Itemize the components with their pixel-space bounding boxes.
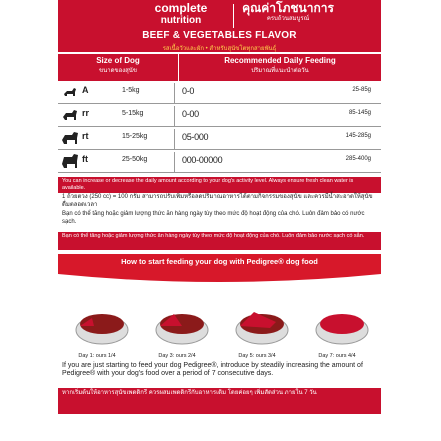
bowl-icon [152, 288, 212, 348]
table-row [58, 83, 381, 104]
banner-curve-decoration [58, 268, 381, 288]
gram-range: 25-85g [352, 87, 371, 93]
table-row [58, 106, 381, 127]
flavor-subtitle: รสเนื้อวัวและผัก • สำหรับสุนัขโตทุกสายพันธุ์ [162, 46, 277, 52]
day-label: Day 5: ours 3/4 [238, 353, 276, 359]
header-divider [233, 4, 234, 28]
gram-range: 85-145g [348, 110, 371, 116]
bowl-icon [72, 288, 132, 348]
bowl-icon [312, 288, 372, 348]
day-label: Day 1: ours 1/4 [78, 353, 116, 359]
gram-range: 145-285g [345, 133, 371, 139]
row-marker: A [82, 85, 89, 95]
thai-nutrition-badge [242, 2, 334, 24]
column-divider [174, 83, 175, 104]
giant-dog-icon [62, 154, 78, 168]
row-divider [58, 126, 381, 127]
badge-line-2: nutrition [160, 15, 202, 26]
cup-amount: 0-0 [182, 86, 195, 96]
feeding-note-thai [58, 194, 381, 226]
gram-range: 285-400g [345, 156, 371, 162]
small-dog-icon [62, 85, 78, 99]
row-marker: ft [82, 154, 88, 164]
transition-bowls [58, 288, 381, 350]
complete-nutrition-badge [132, 2, 230, 26]
cup-amount: 0-00 [182, 109, 199, 119]
transition-instructions-thai: หากเริ่มต้นให้อาหารสุนัขเพดดิกรี ควรผสมเพดดิกรีกับอาหารเดิม โดยค่อยๆ เพิ่มสัดส่วน ภายใน 7 วัน [58, 388, 381, 414]
cup-amount: 000-00000 [182, 155, 223, 165]
row-divider [58, 172, 381, 173]
row-divider [58, 149, 381, 150]
size-header-label: Size of Dog [96, 56, 140, 65]
dog-weight: 25-50kg [122, 156, 148, 163]
feeding-header-sub: ปริมาณที่แนะนำต่อวัน [251, 68, 309, 74]
day-label: Day 3: ours 2/4 [158, 353, 196, 359]
feeding-note-vietnamese: Bạn có thể tăng hoặc giảm lượng thức ăn hàng ngày tùy theo mức độ hoạt động của chó. Luôn đảm bảo nước sạch có sẵn. [58, 232, 381, 250]
medium-dog-icon [62, 108, 78, 122]
flavor-title: BEEF & VEGETABLES FLAVOR [142, 30, 297, 41]
thai-note-text: 1 ถ้วยตวง (250 cc) = 100 กรัม สามารถปรับเพิ่มหรือลดปริมาณอาหารได้ตามกิจกรรมของสุนัข และควรมีน้ำสะอาดให้สุนัขดื่มตลอดเวลา [62, 194, 373, 208]
cup-amount: 05-000 [182, 132, 209, 142]
large-dog-icon [62, 131, 78, 145]
row-marker: rt [82, 131, 89, 141]
size-column-header [58, 54, 178, 81]
row-marker: rr [82, 108, 90, 118]
column-divider [174, 106, 175, 127]
thai-line-2: ครบถ้วนสมบูรณ์ [266, 16, 310, 22]
dog-weight: 15-25kg [122, 133, 148, 140]
size-header-sub: ขนาดของสุนัข [99, 68, 137, 74]
table-row [58, 152, 381, 173]
feeding-header-label: Recommended Daily Feeding [224, 56, 336, 65]
column-divider [174, 152, 175, 173]
transition-banner: How to start feeding your dog with Pedigree® dog food [58, 254, 381, 270]
row-divider [58, 103, 381, 104]
day-label: Day 7: ours 4/4 [318, 353, 356, 359]
feeding-column-header [178, 54, 381, 81]
table-row [58, 129, 381, 150]
column-divider [174, 129, 175, 150]
bowl-icon [232, 288, 292, 348]
dog-weight: 5-15kg [122, 110, 144, 117]
feeding-note-english: You can increase or decrease the daily amount according to your dog's activity level. Always ensure fresh clean water is available. [58, 177, 381, 193]
vietnamese-note-text: Bạn có thể tăng hoặc giảm lượng thức ăn hàng ngày tùy theo mức độ hoạt động của chó. Luôn đảm bảo có nước sạch. [62, 211, 365, 225]
transition-instructions-english: If you are just starting to feed your dog Pedigree®, introduce by steadily increasing the amount of Pedigree® with your dog's food over a period of 7 consecutive days. [62, 362, 363, 377]
badge-line-1: complete [154, 1, 208, 15]
dog-weight: 1-5kg [122, 87, 140, 94]
thai-line-1: คุณค่าโภชนาการ [242, 1, 334, 15]
